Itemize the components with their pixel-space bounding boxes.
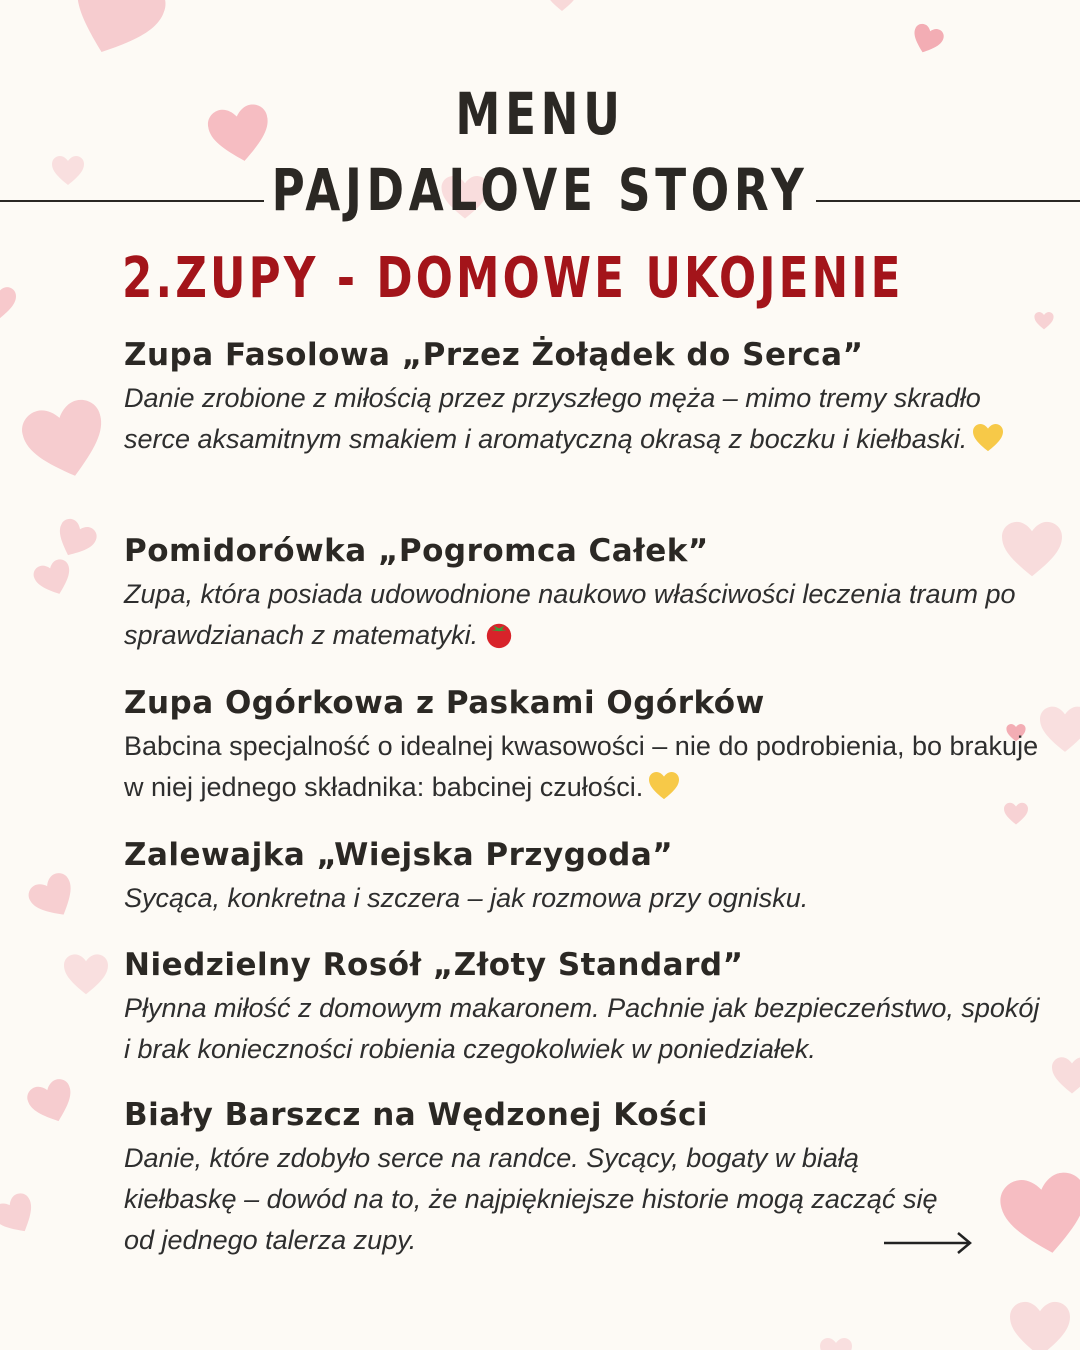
yellow-heart-icon <box>973 423 1003 453</box>
dish-name: Zupa Ogórkowa z Paskami Ogórków <box>124 685 765 721</box>
heart-icon <box>64 950 108 1000</box>
heart-icon <box>0 1189 43 1244</box>
dish-description: Danie, które zdobyło serce na randce. Sycący, bogaty w białą kiełbaskę – dowód na to, że najpiękniejsze historie mogą zacząć się od jednego talerza zupy. <box>124 1143 938 1255</box>
dish-item <box>124 680 1044 808</box>
heart-icon <box>0 280 16 328</box>
arrow-right-icon[interactable] <box>882 1230 974 1256</box>
heart-icon <box>23 1074 80 1132</box>
heart-icon <box>14 383 117 500</box>
heart-icon <box>50 516 100 565</box>
page-subtitle: PAJDALOVE STORY <box>271 156 809 224</box>
dish-name: Pomidorówka „Pogromca Całek” <box>124 533 709 569</box>
heart-icon <box>908 22 946 59</box>
heart-icon <box>1040 690 1080 770</box>
dish-description: Sycąca, konkretna i szczera – jak rozmowa przy ognisku. <box>124 883 809 913</box>
tomato-icon <box>484 619 514 649</box>
heart-icon <box>28 556 81 603</box>
heart-icon <box>24 868 84 928</box>
heart-icon <box>57 0 172 73</box>
dish-item <box>124 528 1044 656</box>
dish-description: Danie zrobione z miłością przez przyszłego męża – mimo tremy skradło serce aksamitnym smakiem i aromatyczną okrasą z boczku i kiełbaski. <box>124 378 1044 460</box>
dish-name: Biały Barszcz na Wędzonej Kości <box>124 1097 708 1133</box>
heart-icon <box>806 1338 866 1350</box>
page-title: MENU <box>455 80 625 148</box>
divider-right <box>816 200 1080 202</box>
dish-item <box>124 942 1044 1070</box>
heart-icon <box>1010 1300 1070 1350</box>
dish-name: Niedzielny Rosół „Złoty Standard” <box>124 947 744 983</box>
heart-icon <box>52 156 84 186</box>
dish-name: Zalewajka „Wiejska Przygoda” <box>124 837 674 873</box>
dish-item <box>124 832 1044 919</box>
section-heading: 2.ZUPY - DOMOWE UKOJENIE <box>122 246 904 311</box>
heart-icon <box>540 0 584 12</box>
dish-description: Zupa, która posiada udowodnione naukowo właściwości leczenia traum po sprawdzianach z matematyki. <box>124 579 1016 650</box>
dish-description: Płynna miłość z domowym makaronem. Pachnie jak bezpieczeństwo, spokój i brak konieczności robienia czegokolwiek w poniedziałek. <box>124 993 1040 1064</box>
yellow-heart-icon <box>649 771 679 801</box>
heart-icon <box>1052 1046 1080 1106</box>
dish-name: Zupa Fasolowa „Przez Żołądek do Serca” <box>124 337 864 373</box>
dish-description: Babcina specjalność o idealnej kwasowości – nie do podrobienia, bo brakuje w niej jednego składnika: babcinej czułości. <box>124 731 1039 802</box>
dish-item <box>124 332 1044 460</box>
heart-icon <box>1034 312 1054 330</box>
